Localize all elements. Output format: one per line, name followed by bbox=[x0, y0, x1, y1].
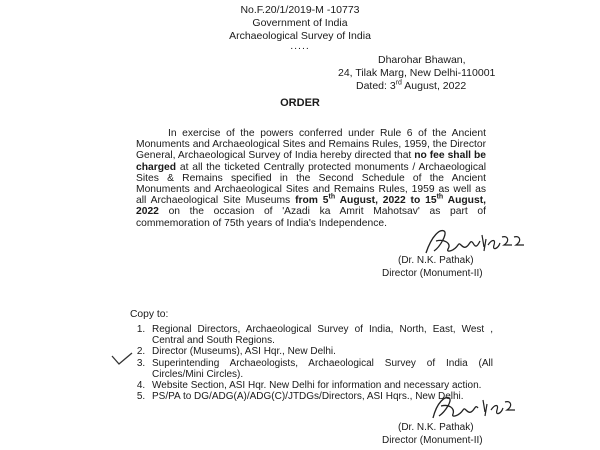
list-item: 3. Superintending Archaeologists, Archaeological Survey of India (All Circles/Mini Circles). bbox=[148, 358, 493, 380]
list-item: 5. PS/PA to DG/ADG(A)/ADG(C)/JTDGs/Directors, ASI Hqrs., New Delhi. bbox=[148, 391, 493, 402]
copy-to-label: Copy to: bbox=[130, 309, 169, 320]
list-item: 1. Regional Directors, Archaeological Survey of India, North, East, West , Central and South Regions. bbox=[148, 324, 493, 346]
order-body: In exercise of the powers conferred under Rule 6 of the Ancient Monuments and Archaeological Sites and Remains Rules, 1959, the Director General, Archaeological Survey of India hereby directed that no fee shall be charged at all the ticketed Centrally protected monuments / Archaeological Sites & Remains specified in the Second Schedule of the Ancient Monuments and Archaeological Sites and Remains Rules, 1959 as well as all Archaeological Site Museums from 5th August, 2022 to 15th August, 2022 on the occasion of 'Azadi ka Amrit Mahotsav' as part of commemoration of 75th years of India's Independence. bbox=[136, 128, 486, 229]
government-name: Government of India bbox=[252, 17, 348, 29]
copy-to-list bbox=[130, 324, 493, 402]
signatory-designation-1: Director (Monument-II) bbox=[382, 268, 483, 279]
header-dots: ..... bbox=[290, 40, 310, 52]
address-street: 24, Tilak Marg, New Delhi-110001 bbox=[338, 67, 496, 79]
signatory-name-1: (Dr. N.K. Pathak) bbox=[398, 255, 474, 266]
signatory-name-2: (Dr. N.K. Pathak) bbox=[398, 422, 474, 433]
list-item: 2. Director (Museums), ASI Hqr., New Delhi. bbox=[148, 346, 493, 357]
address-building: Dharohar Bhawan, bbox=[378, 54, 466, 66]
order-date: Dated: 3rd August, 2022 bbox=[356, 79, 467, 92]
file-number: No.F.20/1/2019-M -10773 bbox=[240, 4, 360, 16]
order-title: ORDER bbox=[280, 97, 320, 109]
list-item: 4. Website Section, ASI Hqr. New Delhi for information and necessary action. bbox=[148, 380, 493, 391]
signature-image-2 bbox=[425, 392, 525, 424]
organization-name: Archaeological Survey of India bbox=[229, 30, 371, 42]
signatory-designation-2: Director (Monument-II) bbox=[382, 435, 483, 446]
